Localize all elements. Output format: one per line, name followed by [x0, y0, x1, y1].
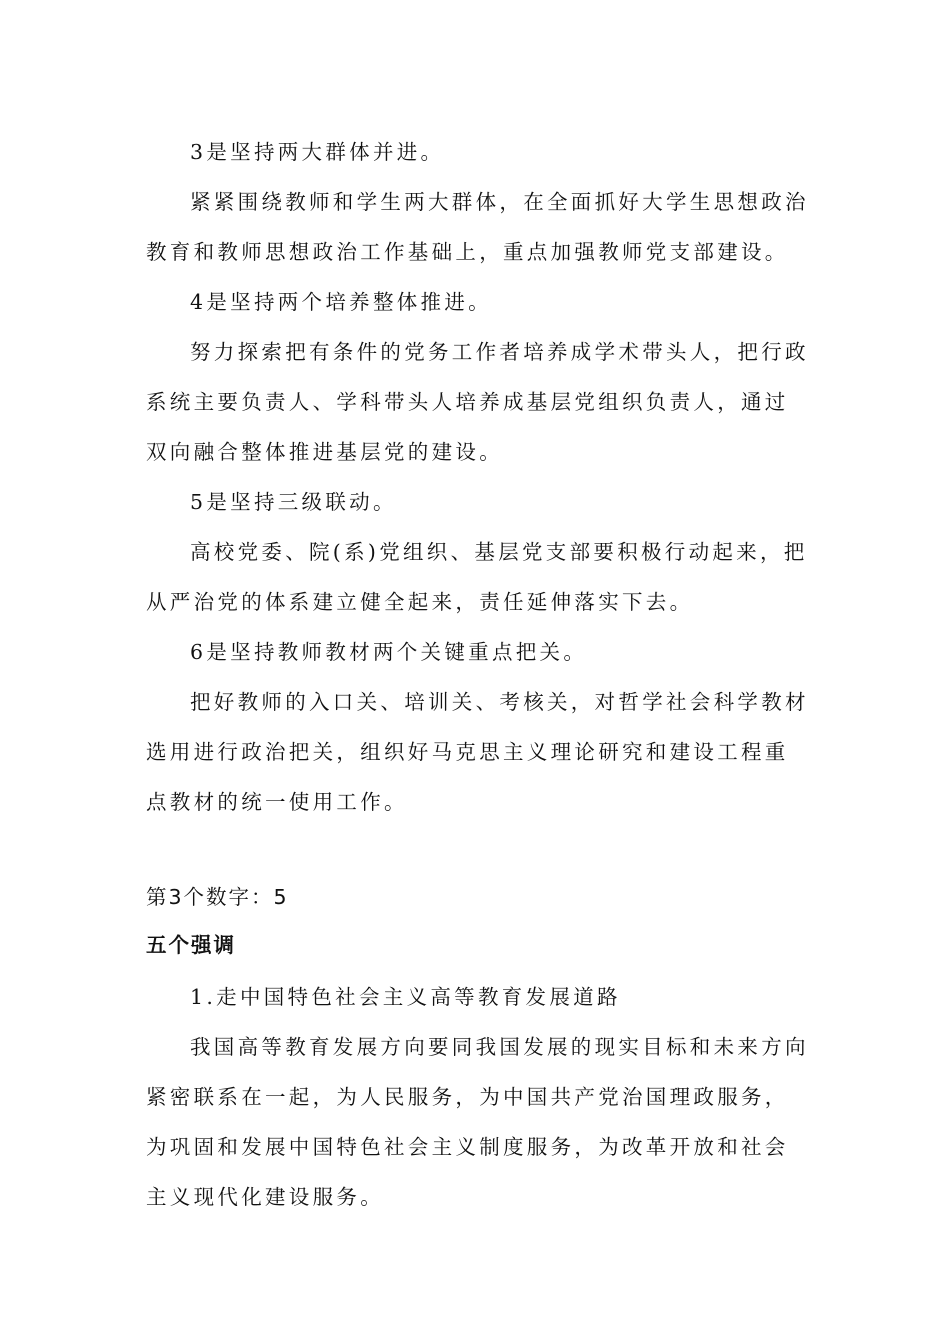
section-body-5: 高校党委、院(系)党组织、基层党支部要积极行动起来，把从严治党的体系建立健全起来，责任延伸落实下去。 — [146, 540, 808, 614]
section-heading-4: 4是坚持两个培养整体推进。 — [190, 290, 492, 314]
number-label: 第3个数字：5 — [146, 885, 289, 909]
item-heading-1: 1.走中国特色社会主义高等教育发展道路 — [190, 985, 621, 1009]
section-body-4: 努力探索把有条件的党务工作者培养成学术带头人，把行政系统主要负责人、学科带头人培养成基层党组织负责人，通过双向融合整体推进基层党的建设。 — [146, 340, 809, 464]
section-heading-6: 6是坚持教师教材两个关键重点把关。 — [190, 640, 588, 664]
section-heading-3: 3是坚持两大群体并进。 — [190, 140, 445, 164]
section-body-6: 把好教师的入口关、培训关、考核关，对哲学社会科学教材选用进行政治把关，组织好马克思主义理论研究和建设工程重点教材的统一使用工作。 — [146, 690, 809, 814]
section-body-3: 紧紧围绕教师和学生两大群体，在全面抓好大学生思想政治教育和教师思想政治工作基础上，重点加强教师党支部建设。 — [146, 190, 809, 264]
item-body-1: 我国高等教育发展方向要同我国发展的现实目标和未来方向紧密联系在一起，为人民服务，为中国共产党治国理政服务，为巩固和发展中国特色社会主义制度服务，为改革开放和社会主义现代化建设服务。 — [146, 1035, 809, 1209]
section-heading-5: 5是坚持三级联动。 — [190, 490, 397, 514]
section-title: 五个强调 — [146, 933, 236, 957]
